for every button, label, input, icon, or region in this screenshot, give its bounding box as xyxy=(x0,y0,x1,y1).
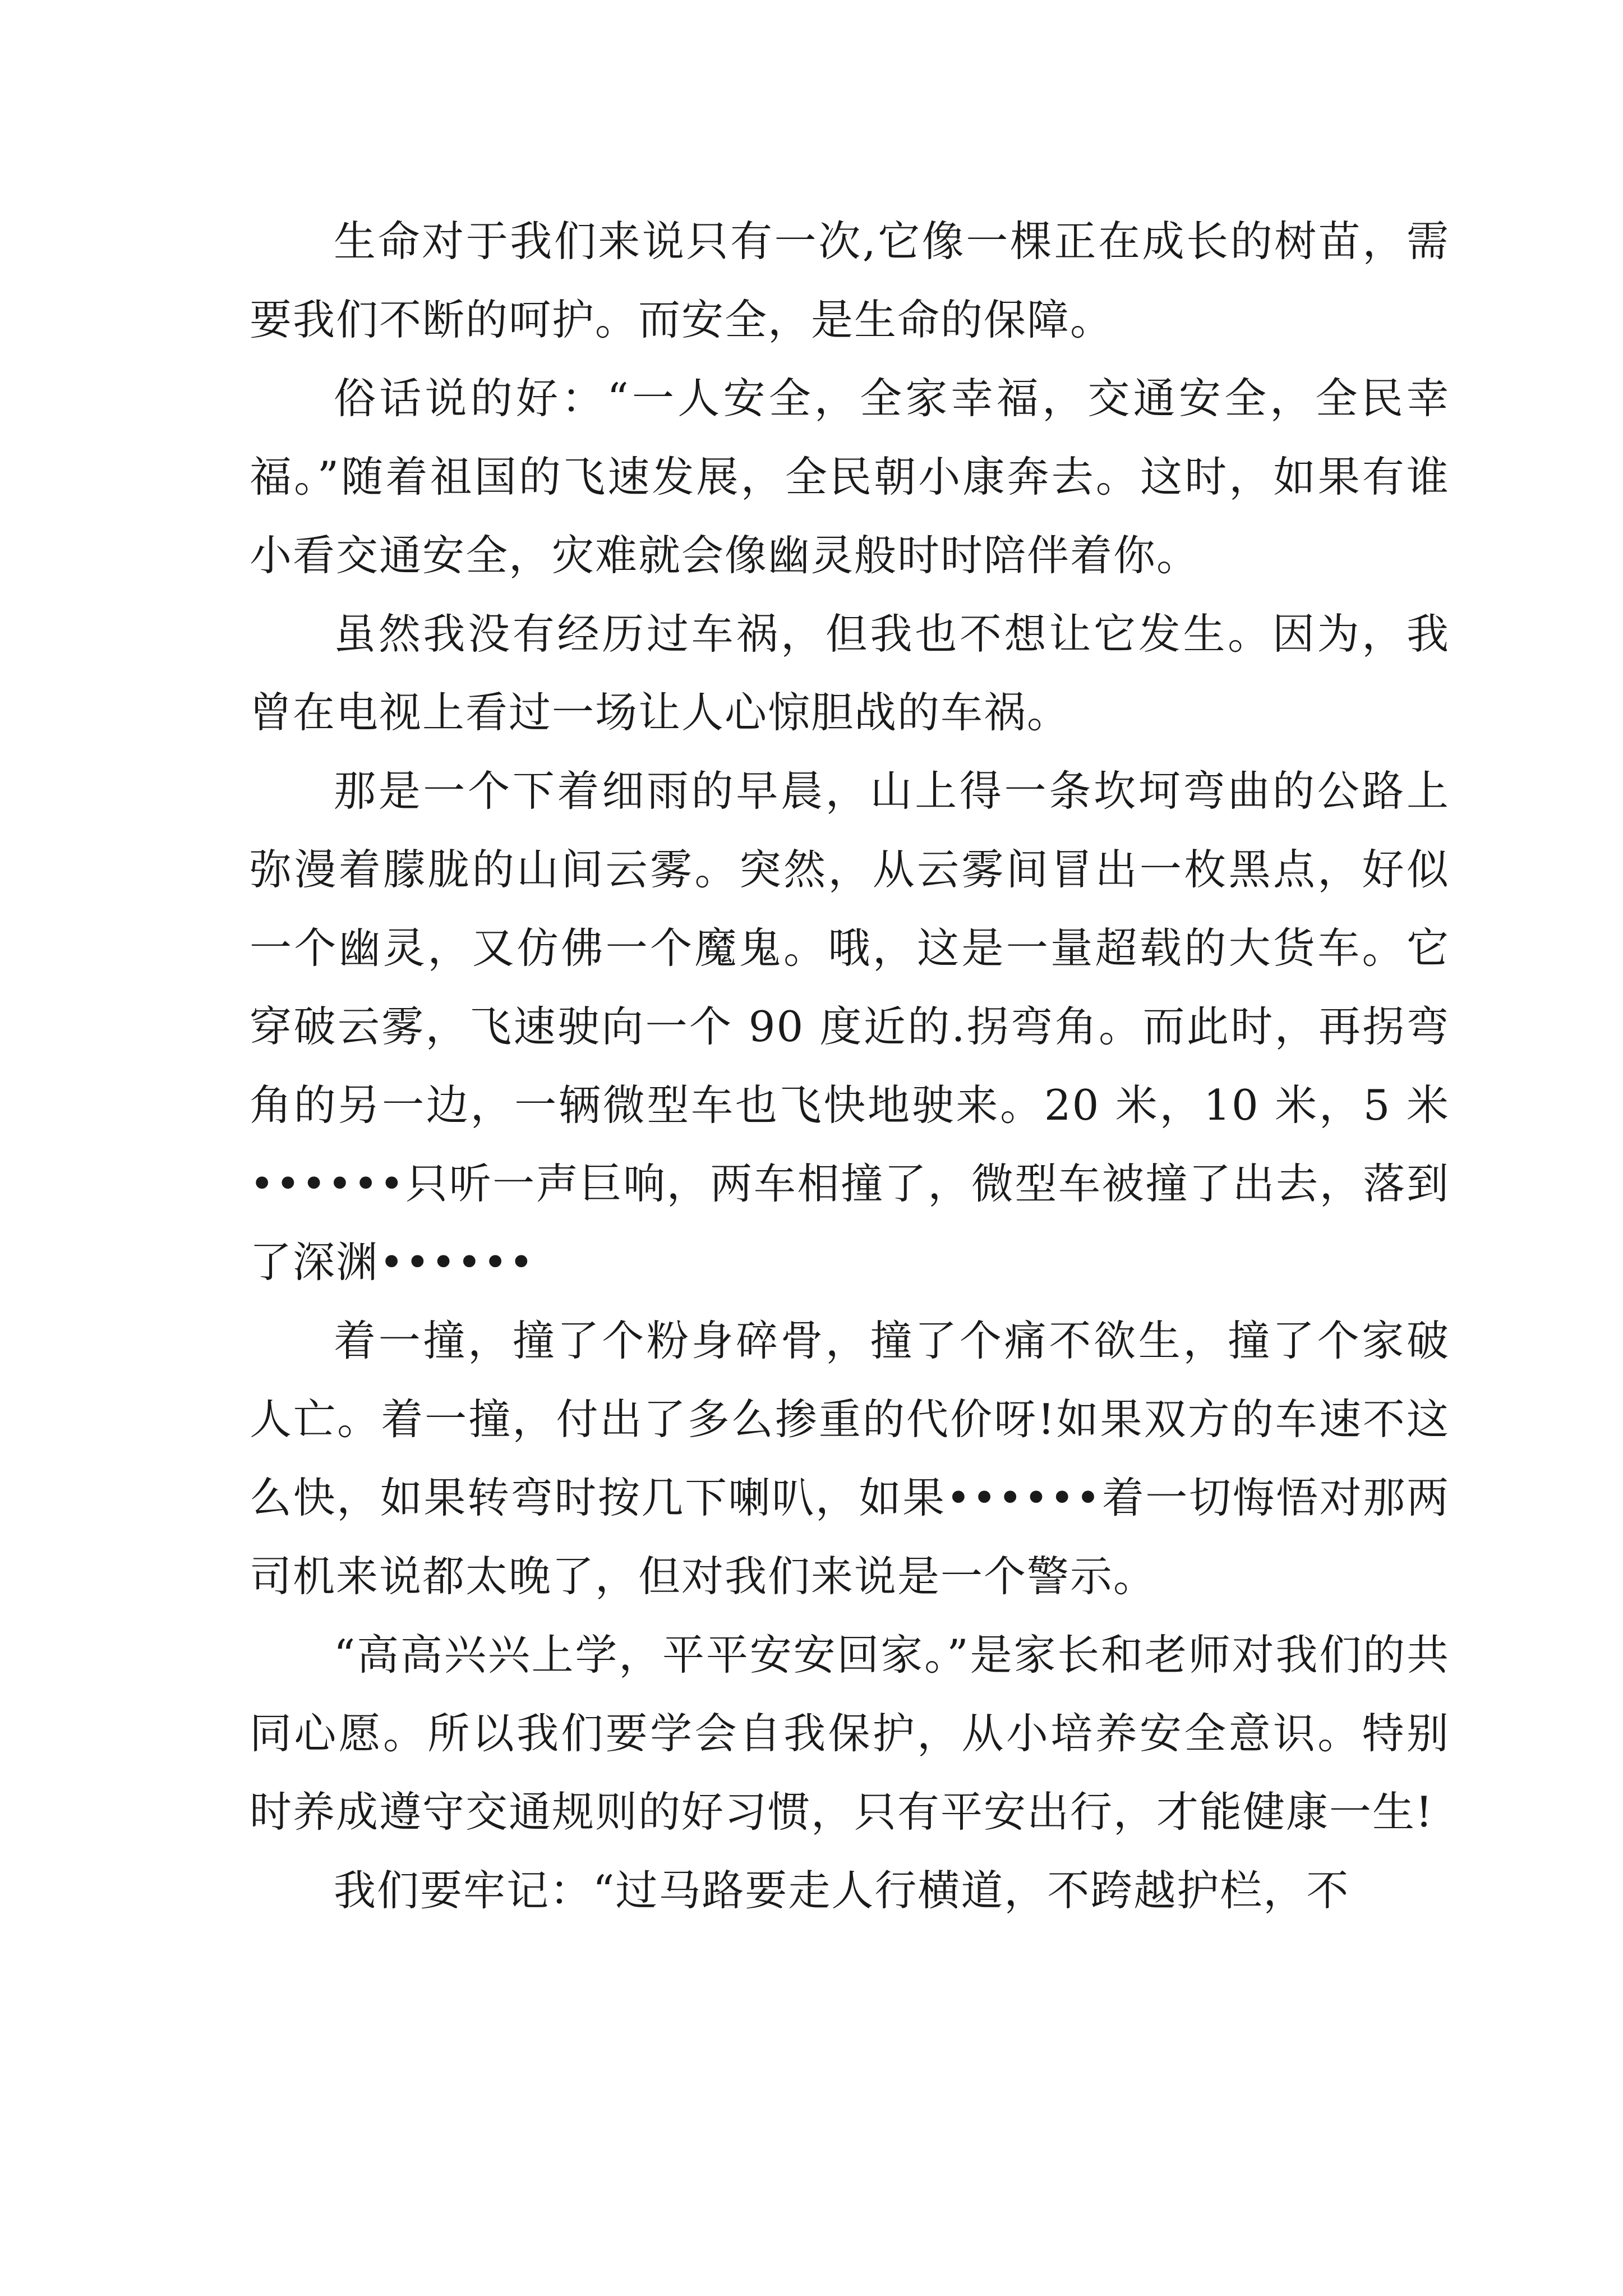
document-body xyxy=(250,202,1450,1930)
paragraph-2: 俗话说的好：“一人安全，全家幸福，交通安全，全民幸福。”随着祖国的飞速发展，全民朝小康奔去。这时，如果有谁小看交通安全，灾难就会像幽灵般时时陪伴着你。 xyxy=(250,374,1450,580)
paragraph-3: 虽然我没有经历过车祸，但我也不想让它发生。因为，我曾在电视上看过一场让人心惊胆战的车祸。 xyxy=(250,609,1450,737)
paragraph-5: 着一撞，撞了个粉身碎骨，撞了个痛不欲生，撞了个家破人亡。着一撞，付出了多么掺重的代价呀!如果双方的车速不这么快，如果转弯时按几下喇叭，如果••••••着一切悔悟对那两司机来说都太晚了，但对我们来说是一个警示。 xyxy=(250,1316,1450,1601)
paragraph-6: “高高兴兴上学，平平安安回家。”是家长和老师对我们的共同心愿。所以我们要学会自我保护，从小培养安全意识。特别时养成遵守交通规则的好习惯，只有平安出行，才能健康一生! xyxy=(250,1630,1450,1837)
paragraph-1: 生命对于我们来说只有一次,它像一棵正在成长的树苗，需要我们不断的呵护。而安全，是生命的保障。 xyxy=(250,217,1450,344)
paragraph-4: 那是一个下着细雨的早晨，山上得一条坎坷弯曲的公路上弥漫着朦胧的山间云雾。突然，从云雾间冒出一枚黑点，好似一个幽灵，又仿佛一个魔鬼。哦，这是一量超载的大货车。它穿破云雾，飞速驶向一个 90 度近的.拐弯角。而此时，再拐弯角的另一边，一辆微型车也飞快地驶来。20 米，10 米，5 米••••••只听一声巨响，两车相撞了，微型车被撞了出去，落到了深渊•••••• xyxy=(250,766,1450,1287)
paragraph-7: 我们要牢记：“过马路要走人行横道，不跨越护栏，不 xyxy=(334,1866,1350,1915)
